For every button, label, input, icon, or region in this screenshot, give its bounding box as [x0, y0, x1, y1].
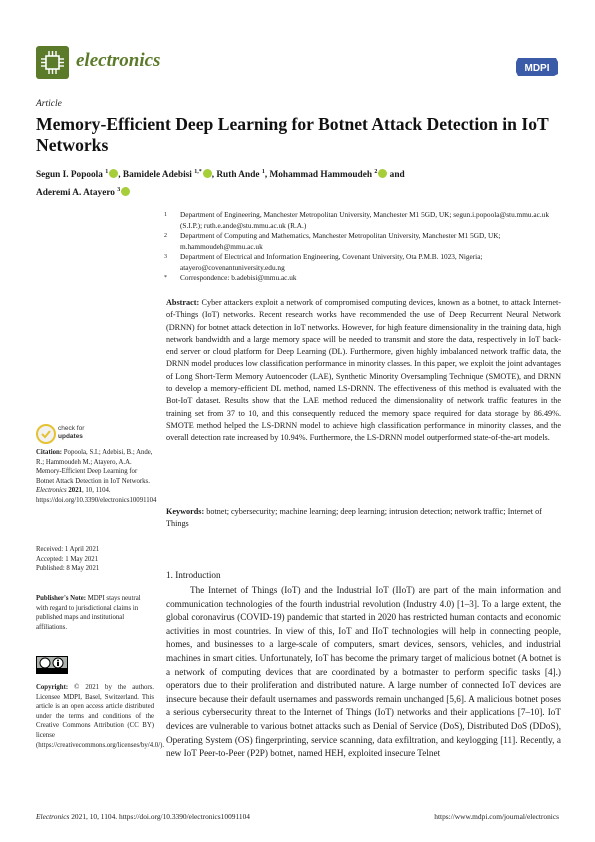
author-name: Mohammad Hammoudeh — [269, 170, 373, 181]
orcid-icon[interactable] — [109, 169, 118, 178]
journal-name: electronics — [76, 50, 161, 71]
check-for-updates[interactable]: check for updates — [58, 425, 85, 440]
mdpi-logo-text: MDPI — [524, 63, 550, 74]
check-for-updates-icon[interactable] — [36, 424, 56, 444]
page-title: Memory-Efficient Deep Learning for Botnet Attack Detection in IoT Networks — [36, 114, 549, 155]
published-date: Published: 8 May 2021 — [36, 565, 100, 573]
publisher-note: Publisher's Note: MDPI stays neutral with regard to jurisdictional claims in published maps and institutional affiliations. — [36, 595, 141, 631]
orcid-icon[interactable] — [203, 169, 212, 178]
article-dates — [36, 545, 154, 574]
author-name: Segun I. Popoola — [36, 170, 103, 181]
introduction-paragraph: The Internet of Things (IoT) and the Industrial IoT (IIoT) are part of the main information and communication technologies of the fourth industrial revolution (Industry 4.0) [1–3]. To a large extent, the global coronavirus (COVID-19) pandemic that started in 2020 has restricted human contacts and economic activities in most countries. In view of this, IoT and IIoT technologies will help in connecting people, homes, and businesses to a large-scale of computers, smart devices, sensors, vehicles, and industrial machines in smart cities. Unfortunately, IoT has become the primary target of malicious botnet (A botnet is a network of computing devices that are coordinated by a botmaster to perform specific tasks [4].) operators due to their proliferation and distributed nature. A large number of connected IoT devices are insecure because their default usernames and passwords remain unchanged [5,6]. A malicious botnet poses a serious cybersecurity threat to the Internet of Things (IoT) networks and their applications [7–10]. IoT devices are vulnerable to various botnet attacks such as Denial of Service (DoS), Distributed DoS (DDoS), Operating System (OS) fingerprinting, service scanning, data exfiltration, and keylogging [11]. Recently, a new IoT Peer-to-Peer (P2P) botnet, named HEH, exploited insecure Telnet — [166, 585, 561, 759]
section-heading: 1. Introduction — [166, 570, 221, 580]
keywords — [166, 506, 561, 531]
copyright: Copyright: © 2021 by the authors. Licensee MDPI, Basel, Switzerland. This article is an open access article distributed under the terms and conditions of the Creative Commons Attribution (CC BY) license (https://creativecommons.org/licenses/by/4.0/). — [36, 684, 165, 749]
orcid-icon[interactable] — [378, 169, 387, 178]
author-name: Aderemi A. Atayero — [36, 188, 115, 199]
abstract-text: Cyber attackers exploit a network of compromised computing devices, known as a botnet, to attack Internet-of-Things (IoT) networks. Recent research works have recommended the use of Deep Recurrent Neural Network (DRNN) for botnet attack detection in IoT networks. However, for high feature dimensionality in the training data, high network bandwidth and a large memory space will be needed to transmit and store the data, respectively in IoT back-end server or cloud platform for Deep Learning (DL). Furthermore, given highly imbalanced network traffic data, the DRNN model produces low classification performance in minority classes. In this paper, we exploit the joint advantages of Long Short-Term Memory Autoencoder (LAE), Synthetic Minority Oversampling Technique (SMOTE), and DRNN to develop a memory-efficient DL method, named LS-DRNN. The effectiveness of this method is evaluated with the Bot-IoT dataset. Results show that the LAE method reduced the dimensionality of network traffic features in the training set from 37 to 10, and this consequently reduced the memory space required for data storage by 86.49%. SMOTE method helped the LS-DRNN model to achieve high classification performance in minority classes, and the overall detection rate increased by 10.94%. Furthermore, the LS-DRNN model outperformed state-of-the-art models. — [166, 298, 561, 443]
affiliation-item: 3 Department of Electrical and Information Engineering, Covenant University, Ota P.M.B. 1023, Nigeria; atayero@covenantuniversity.edu.ng — [164, 252, 483, 272]
cc-by-license-icon[interactable] — [36, 656, 68, 674]
abstract-label: Abstract: — [166, 298, 200, 307]
received-date: Received: 1 April 2021 — [36, 546, 100, 553]
keywords-label: Keywords: — [166, 507, 205, 516]
author-name: Ruth Ande — [216, 170, 260, 181]
affiliation-item: 1 Department of Engineering, Manchester Metropolitan University, Manchester M1 5GD, UK; segun.i.popoola@stu.mmu.ac.uk (S.I.P.); ruth.e.ande@stu.mmu.ac.uk (R.A.) — [164, 210, 549, 230]
author-list: Segun I. Popoola $^1$ , Bamidele Adebisi $^{1,*}$ , Ruth Ande $^1$, Mohammad Hammoudeh $^2$ and Aderemi A. Atayero $^3$ — [36, 169, 405, 199]
circuit-icon — [39, 49, 66, 76]
citation: Citation: Popoola, S.I.; Adebisi, B.; Ande, R.; Hammoudeh M.; Atayero, A.A. Memory-Efficient Deep Learning for Botnet Attack Detection in IoT Networks. Electronics 2021, 10, 1104. https://doi.org/10.3390/electronics10091104 — [36, 449, 157, 504]
keywords-text: botnet; cybersecurity; machine learning; deep learning; intrusion detection; network traffic; Internet of Things — [166, 507, 542, 529]
mdpi-logo — [514, 56, 560, 78]
footer-journal-url[interactable]: https://www.mdpi.com/journal/electronics — [434, 812, 559, 821]
affiliation-item: 2 Department of Computing and Mathematics, Manchester Metropolitan University, Manchester M1 5GD, UK; m.hammoudeh@mmu.ac.uk — [164, 231, 501, 251]
orcid-icon[interactable] — [121, 187, 130, 196]
article-type: Article — [36, 99, 62, 109]
abstract — [166, 297, 561, 445]
affiliations — [164, 210, 564, 284]
footer-citation: Electronics 2021, 10, 1104. https://doi.org/10.3390/electronics10091104 — [36, 812, 250, 821]
accepted-date: Accepted: 1 May 2021 — [36, 555, 99, 563]
author-name: Bamidele Adebisi — [122, 170, 192, 181]
journal-logo — [36, 46, 69, 79]
affiliation-item: * Correspondence: b.adebisi@mmu.ac.uk — [164, 273, 297, 282]
